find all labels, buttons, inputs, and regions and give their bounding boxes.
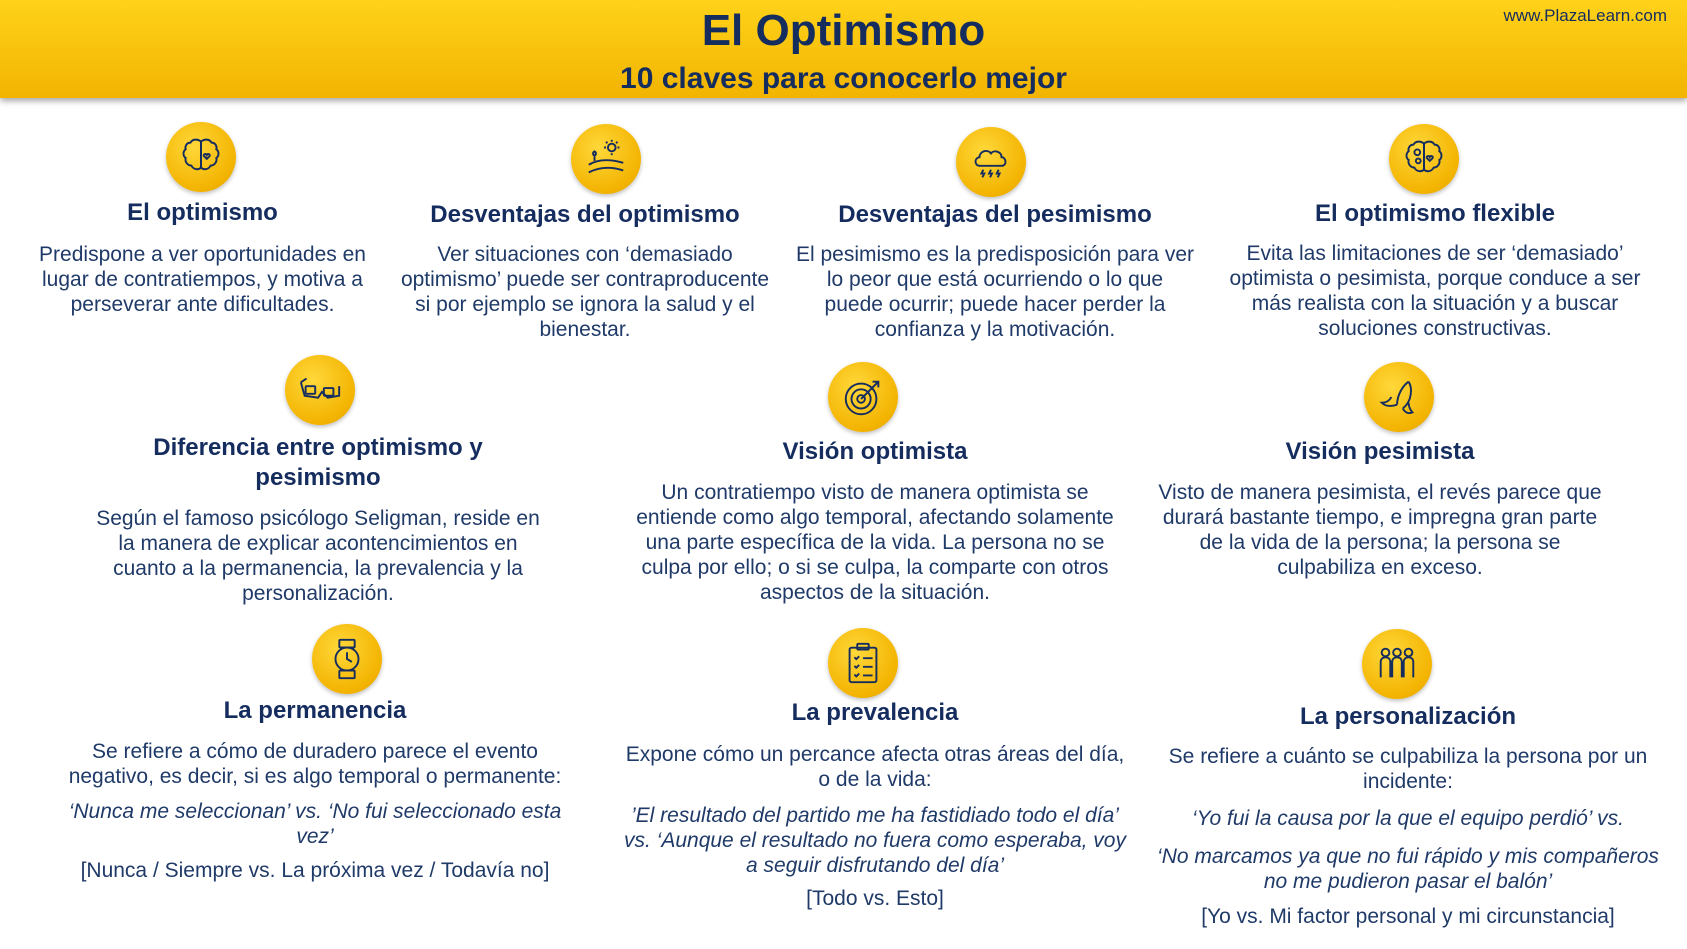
card-text: Se refiere a cuánto se culpabiliza la persona por un incidente: bbox=[1168, 745, 1648, 793]
card-title: El optimismo bbox=[127, 199, 278, 226]
card-quote-2: ‘No marcamos ya que no fui rápido y mis compañeros no me pudieron pasar el balón’ bbox=[1157, 845, 1659, 893]
card-optimismo-flexible bbox=[1220, 199, 1650, 341]
card-keys: [Todo vs. Esto] bbox=[806, 887, 944, 910]
page-title: El Optimismo bbox=[701, 6, 986, 55]
website-link[interactable]: www.PlazaLearn.com bbox=[1503, 6, 1667, 25]
card-title: El optimismo flexible bbox=[1314, 200, 1556, 227]
target-icon bbox=[828, 362, 898, 432]
card-title: La permanencia bbox=[223, 697, 407, 724]
brain-gears-heart-icon bbox=[1389, 124, 1459, 194]
card-title: La prevalencia bbox=[791, 699, 959, 726]
header-banner bbox=[0, 0, 1687, 98]
card-text: El pesimismo es la predisposición para ver lo peor que está ocurriendo o lo que puede ocurrir; puede hacer perder la confianza y la motivación. bbox=[795, 243, 1194, 341]
card-diferencia bbox=[88, 433, 548, 606]
card-quote: ‘Nunca me seleccionan’ vs. ‘No fui seleccionado esta vez’ bbox=[68, 800, 562, 848]
group-people-icon bbox=[1362, 629, 1432, 699]
card-quote: ’El resultado del partido me ha fastidiado todo el día’ vs. ‘Aunque el resultado no fuera como esperaba, voy a seguir disfrutando del día’ bbox=[624, 804, 1126, 877]
page-subtitle: 10 claves para conocerlo mejor bbox=[620, 62, 1067, 95]
card-el-optimismo bbox=[30, 198, 375, 317]
banana-peel-icon bbox=[1364, 362, 1434, 432]
card-personalizacion bbox=[1148, 702, 1668, 929]
card-title: Visión optimista bbox=[782, 438, 968, 465]
card-title: Visión pesimista bbox=[1285, 438, 1475, 465]
3d-glasses-icon bbox=[285, 355, 355, 425]
card-vision-optimista bbox=[630, 437, 1120, 605]
card-text: Visto de manera pesimista, el revés parece que durará bastante tiempo, e impregna gran parte de la vida de la persona; la persona se culpabiliza en exceso. bbox=[1158, 481, 1602, 579]
card-desventajas-optimismo bbox=[395, 200, 775, 342]
card-permanencia bbox=[50, 696, 580, 883]
card-title: Diferencia entre optimismo y pesimismo bbox=[153, 434, 483, 491]
card-text: Expone cómo un percance afecta otras áreas del día, o de la vida: bbox=[625, 743, 1125, 791]
card-prevalencia bbox=[620, 698, 1130, 911]
card-vision-pesimista bbox=[1155, 437, 1605, 580]
watch-icon bbox=[312, 624, 382, 694]
card-text: Un contratiempo visto de manera optimista se entiende como algo temporal, afectando solamente una parte específica de la vida. La persona no se culpa por ello; o si se culpa, la comparte con otros aspectos de la situación. bbox=[636, 481, 1114, 604]
clipboard-checklist-icon bbox=[828, 628, 898, 698]
card-desventajas-pesimismo bbox=[795, 200, 1195, 342]
card-text: Se refiere a cómo de duradero parece el evento negativo, es decir, si es algo temporal o permanente: bbox=[68, 740, 562, 788]
card-keys: [Nunca / Siempre vs. La próxima vez / Todavía no] bbox=[80, 859, 550, 882]
card-title: Desventajas del optimismo bbox=[430, 201, 740, 228]
card-title: La personalización bbox=[1299, 703, 1517, 730]
card-text: Ver situaciones con ‘demasiado optimismo’ puede ser contraproducente si por ejemplo se ignora la salud y el bienestar. bbox=[400, 243, 770, 341]
card-text: Según el famoso psicólogo Seligman, reside en la manera de explicar acontencimientos en cuanto a la permanencia, la prevalencia y la personalización. bbox=[96, 507, 540, 605]
brain-heart-icon bbox=[166, 122, 236, 192]
sunny-fields-icon bbox=[571, 124, 641, 194]
card-text: Predispone a ver oportunidades en lugar de contratiempos, y motiva a perseverar ante dificultades. bbox=[39, 243, 366, 316]
card-keys: [Yo vs. Mi factor personal y mi circunstancia] bbox=[1201, 905, 1615, 928]
card-text: Evita las limitaciones de ser ‘demasiado’ optimista o pesimista, porque conduce a ser más realista con la situación y a buscar soluciones constructivas. bbox=[1229, 242, 1641, 340]
storm-cloud-icon bbox=[956, 127, 1026, 197]
card-title: Desventajas del pesimismo bbox=[838, 201, 1152, 228]
card-quote: ‘Yo fui la causa por la que el equipo perdió’ vs. bbox=[1192, 807, 1624, 830]
